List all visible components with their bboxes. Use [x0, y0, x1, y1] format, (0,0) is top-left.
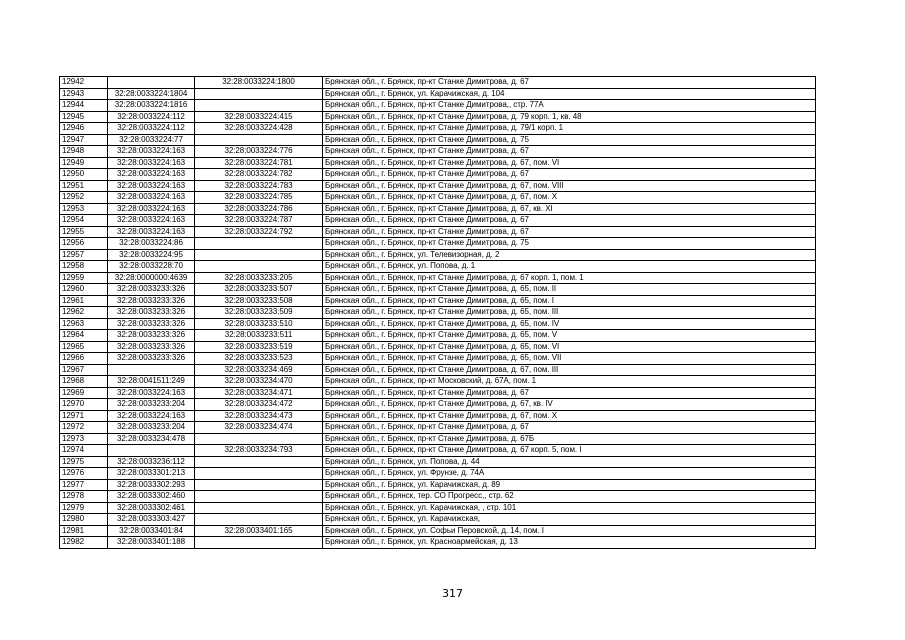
- row-number-cell: 12948: [60, 146, 108, 158]
- row-number-cell: 12967: [60, 364, 108, 376]
- parcel-cadastral-number-cell: 32:28:0033224:112: [108, 111, 195, 123]
- table-row: [60, 479, 816, 491]
- row-number-cell: 12949: [60, 157, 108, 169]
- row-number-cell: 12979: [60, 502, 108, 514]
- address-cell: Брянская обл., г. Брянск, пр-кт Станке Димитрова, д. 79 корп. 1, кв. 48: [323, 111, 816, 123]
- table-row: [60, 134, 816, 146]
- parcel-cadastral-number-cell: 32:28:0033233:204: [108, 422, 195, 434]
- parcel-cadastral-number-cell: 32:28:0033303:427: [108, 514, 195, 526]
- parcel-cadastral-number-cell: 32:28:0000000:4639: [108, 272, 195, 284]
- row-number-cell: 12977: [60, 479, 108, 491]
- address-cell: Брянская обл., г. Брянск, ул. Карачижская, д. 89: [323, 479, 816, 491]
- address-cell: Брянская обл., г. Брянск, пр-кт Станке Димитрова, д. 79/1 корп. 1: [323, 123, 816, 135]
- parcel-cadastral-number-cell: 32:28:0033224:163: [108, 203, 195, 215]
- object-cadastral-number-cell: [195, 100, 323, 112]
- table-row: [60, 307, 816, 319]
- row-number-cell: 12981: [60, 525, 108, 537]
- row-number-cell: 12946: [60, 123, 108, 135]
- parcel-cadastral-number-cell: 32:28:0033224:86: [108, 238, 195, 250]
- object-cadastral-number-cell: [195, 456, 323, 468]
- table-row: [60, 537, 816, 549]
- table-row: [60, 284, 816, 296]
- address-cell: Брянская обл., г. Брянск, ул. Карачижская,: [323, 514, 816, 526]
- object-cadastral-number-cell: [195, 261, 323, 273]
- table-row: [60, 514, 816, 526]
- table-row: [60, 238, 816, 250]
- parcel-cadastral-number-cell: 32:28:0033224:163: [108, 192, 195, 204]
- object-cadastral-number-cell: 32:28:0033224:786: [195, 203, 323, 215]
- row-number-cell: 12955: [60, 226, 108, 238]
- table-row: [60, 295, 816, 307]
- address-cell: Брянская обл., г. Брянск, пр-кт Станке Димитрова, д. 67, пом. Х: [323, 410, 816, 422]
- parcel-cadastral-number-cell: 32:28:0033233:204: [108, 399, 195, 411]
- object-cadastral-number-cell: [195, 88, 323, 100]
- table-row: [60, 330, 816, 342]
- address-cell: Брянская обл., г. Брянск, пр-кт Станке Димитрова, д. 67, кв. IV: [323, 399, 816, 411]
- object-cadastral-number-cell: [195, 238, 323, 250]
- address-cell: Брянская обл., г. Брянск, ул. Софьи Перовской, д. 14, пом. I: [323, 525, 816, 537]
- address-cell: Брянская обл., г. Брянск, ул. Попова, д. 1: [323, 261, 816, 273]
- row-number-cell: 12950: [60, 169, 108, 181]
- row-number-cell: 12961: [60, 295, 108, 307]
- table-row: [60, 410, 816, 422]
- row-number-cell: 12975: [60, 456, 108, 468]
- address-cell: Брянская обл., г. Брянск, ул. Красноармейская, д. 13: [323, 537, 816, 549]
- table-row: [60, 180, 816, 192]
- row-number-cell: 12944: [60, 100, 108, 112]
- table-row: [60, 491, 816, 503]
- table-row: [60, 146, 816, 158]
- parcel-cadastral-number-cell: [108, 445, 195, 457]
- object-cadastral-number-cell: 32:28:0033224:792: [195, 226, 323, 238]
- parcel-cadastral-number-cell: 32:28:0033224:163: [108, 410, 195, 422]
- table-row: [60, 318, 816, 330]
- row-number-cell: 12958: [60, 261, 108, 273]
- parcel-cadastral-number-cell: 32:28:0033224:163: [108, 387, 195, 399]
- address-cell: Брянская обл., г. Брянск, ул. Фрунзе, д. 74А: [323, 468, 816, 480]
- object-cadastral-number-cell: [195, 491, 323, 503]
- row-number-cell: 12945: [60, 111, 108, 123]
- parcel-cadastral-number-cell: 32:28:0033233:326: [108, 307, 195, 319]
- parcel-cadastral-number-cell: 32:28:0033401:84: [108, 525, 195, 537]
- parcel-cadastral-number-cell: 32:28:0033224:77: [108, 134, 195, 146]
- table-row: [60, 100, 816, 112]
- object-cadastral-number-cell: 32:28:0033234:470: [195, 376, 323, 388]
- object-cadastral-number-cell: 32:28:0033224:781: [195, 157, 323, 169]
- object-cadastral-number-cell: 32:28:0033234:471: [195, 387, 323, 399]
- address-cell: Брянская обл., г. Брянск, пр-кт Станке Димитрова, д. 67 корп. 5, пом. I: [323, 445, 816, 457]
- table-row: [60, 203, 816, 215]
- parcel-cadastral-number-cell: 32:28:0033233:326: [108, 330, 195, 342]
- parcel-cadastral-number-cell: 32:28:0033233:326: [108, 341, 195, 353]
- object-cadastral-number-cell: [195, 514, 323, 526]
- parcel-cadastral-number-cell: 32:28:0033224:163: [108, 180, 195, 192]
- object-cadastral-number-cell: 32:28:0033224:428: [195, 123, 323, 135]
- address-cell: Брянская обл., г. Брянск, пр-кт Станке Димитрова, д. 65, пом. IV: [323, 318, 816, 330]
- row-number-cell: 12942: [60, 77, 108, 89]
- table-row: [60, 77, 816, 89]
- address-cell: Брянская обл., г. Брянск, пр-кт Станке Димитрова, д. 65, пом. I: [323, 295, 816, 307]
- page-number: 317: [442, 587, 463, 600]
- parcel-cadastral-number-cell: 32:28:0033224:163: [108, 169, 195, 181]
- address-cell: Брянская обл., г. Брянск, пр-кт Станке Димитрова, д. 65, пом. VII: [323, 353, 816, 365]
- parcel-cadastral-number-cell: 32:28:0033233:326: [108, 295, 195, 307]
- address-cell: Брянская обл., г. Брянск, пр-кт Станке Димитрова, д. 67, пом. VI: [323, 157, 816, 169]
- property-registry-table: [59, 76, 816, 549]
- object-cadastral-number-cell: 32:28:0033233:509: [195, 307, 323, 319]
- parcel-cadastral-number-cell: 32:28:0033228:70: [108, 261, 195, 273]
- row-number-cell: 12972: [60, 422, 108, 434]
- parcel-cadastral-number-cell: 32:28:0033401:188: [108, 537, 195, 549]
- address-cell: Брянская обл., г. Брянск, пр-кт Станке Димитрова, д. 67, пом. III: [323, 364, 816, 376]
- row-number-cell: 12952: [60, 192, 108, 204]
- object-cadastral-number-cell: 32:28:0033234:472: [195, 399, 323, 411]
- object-cadastral-number-cell: 32:28:0033233:523: [195, 353, 323, 365]
- object-cadastral-number-cell: 32:28:0033233:507: [195, 284, 323, 296]
- object-cadastral-number-cell: 32:28:0033234:474: [195, 422, 323, 434]
- parcel-cadastral-number-cell: 32:28:0033224:163: [108, 157, 195, 169]
- address-cell: Брянская обл., г. Брянск, пр-кт Станке Димитрова, д. 67, кв. XI: [323, 203, 816, 215]
- table-row: [60, 249, 816, 261]
- table-row: [60, 215, 816, 227]
- object-cadastral-number-cell: 32:28:0033234:473: [195, 410, 323, 422]
- parcel-cadastral-number-cell: 32:28:0041511:249: [108, 376, 195, 388]
- object-cadastral-number-cell: 32:28:0033224:1800: [195, 77, 323, 89]
- object-cadastral-number-cell: 32:28:0033224:776: [195, 146, 323, 158]
- registry-table-body: [60, 77, 816, 549]
- object-cadastral-number-cell: [195, 468, 323, 480]
- table-row: [60, 261, 816, 273]
- table-row: [60, 468, 816, 480]
- parcel-cadastral-number-cell: 32:28:0033224:1816: [108, 100, 195, 112]
- row-number-cell: 12962: [60, 307, 108, 319]
- address-cell: Брянская обл., г. Брянск, пр-кт Станке Димитрова, д. 67 корп. 1, пом. 1: [323, 272, 816, 284]
- address-cell: Брянская обл., г. Брянск, пр-кт Станке Димитрова, д. 67: [323, 146, 816, 158]
- object-cadastral-number-cell: 32:28:0033233:519: [195, 341, 323, 353]
- object-cadastral-number-cell: 32:28:0033234:793: [195, 445, 323, 457]
- object-cadastral-number-cell: 32:28:0033224:787: [195, 215, 323, 227]
- object-cadastral-number-cell: 32:28:0033233:205: [195, 272, 323, 284]
- table-row: [60, 226, 816, 238]
- address-cell: Брянская обл., г. Брянск, пр-кт Станке Димитрова, д. 67: [323, 169, 816, 181]
- object-cadastral-number-cell: [195, 479, 323, 491]
- row-number-cell: 12973: [60, 433, 108, 445]
- row-number-cell: 12947: [60, 134, 108, 146]
- table-row: [60, 157, 816, 169]
- parcel-cadastral-number-cell: 32:28:0033236:112: [108, 456, 195, 468]
- address-cell: Брянская обл., г. Брянск, пр-кт Станке Димитрова, д. 67, пом. VIII: [323, 180, 816, 192]
- address-cell: Брянская обл., г. Брянск, пр-кт Станке Димитрова,, стр. 77А: [323, 100, 816, 112]
- address-cell: Брянская обл., г. Брянск, пр-кт Станке Димитрова, д. 65, пом. II: [323, 284, 816, 296]
- table-row: [60, 353, 816, 365]
- address-cell: Брянская обл., г. Брянск, пр-кт Станке Димитрова, д. 67, пом. Х: [323, 192, 816, 204]
- row-number-cell: 12980: [60, 514, 108, 526]
- address-cell: Брянская обл., г. Брянск, пр-кт Станке Димитрова, д. 65, пом. III: [323, 307, 816, 319]
- table-row: [60, 433, 816, 445]
- parcel-cadastral-number-cell: 32:28:0033302:461: [108, 502, 195, 514]
- row-number-cell: 12968: [60, 376, 108, 388]
- row-number-cell: 12970: [60, 399, 108, 411]
- table-row: [60, 422, 816, 434]
- table-row: [60, 111, 816, 123]
- row-number-cell: 12959: [60, 272, 108, 284]
- address-cell: Брянская обл., г. Брянск, пр-кт Станке Димитрова, д. 75: [323, 134, 816, 146]
- address-cell: Брянская обл., г. Брянск, тер. СО Прогресс,, стр. 62: [323, 491, 816, 503]
- parcel-cadastral-number-cell: [108, 364, 195, 376]
- address-cell: Брянская обл., г. Брянск, пр-кт Станке Димитрова, д. 67: [323, 77, 816, 89]
- table-row: [60, 364, 816, 376]
- object-cadastral-number-cell: [195, 134, 323, 146]
- parcel-cadastral-number-cell: [108, 77, 195, 89]
- address-cell: Брянская обл., г. Брянск, ул. Попова, д. 44: [323, 456, 816, 468]
- table-row: [60, 88, 816, 100]
- row-number-cell: 12954: [60, 215, 108, 227]
- table-row: [60, 456, 816, 468]
- address-cell: Брянская обл., г. Брянск, пр-кт Станке Димитрова, д. 67: [323, 215, 816, 227]
- row-number-cell: 12960: [60, 284, 108, 296]
- address-cell: Брянская обл., г. Брянск, пр-кт Станке Димитрова, д. 67Б: [323, 433, 816, 445]
- parcel-cadastral-number-cell: 32:28:0033233:326: [108, 318, 195, 330]
- row-number-cell: 12951: [60, 180, 108, 192]
- parcel-cadastral-number-cell: 32:28:0033301:213: [108, 468, 195, 480]
- row-number-cell: 12966: [60, 353, 108, 365]
- parcel-cadastral-number-cell: 32:28:0033224:163: [108, 146, 195, 158]
- row-number-cell: 12978: [60, 491, 108, 503]
- parcel-cadastral-number-cell: 32:28:0033234:478: [108, 433, 195, 445]
- parcel-cadastral-number-cell: 32:28:0033233:326: [108, 353, 195, 365]
- parcel-cadastral-number-cell: 32:28:0033302:460: [108, 491, 195, 503]
- object-cadastral-number-cell: [195, 537, 323, 549]
- object-cadastral-number-cell: 32:28:0033401:165: [195, 525, 323, 537]
- table-row: [60, 399, 816, 411]
- row-number-cell: 12957: [60, 249, 108, 261]
- address-cell: Брянская обл., г. Брянск, пр-кт Станке Димитрова, д. 67: [323, 226, 816, 238]
- row-number-cell: 12964: [60, 330, 108, 342]
- parcel-cadastral-number-cell: 32:28:0033224:112: [108, 123, 195, 135]
- parcel-cadastral-number-cell: 32:28:0033233:326: [108, 284, 195, 296]
- row-number-cell: 12974: [60, 445, 108, 457]
- object-cadastral-number-cell: 32:28:0033224:415: [195, 111, 323, 123]
- object-cadastral-number-cell: [195, 502, 323, 514]
- row-number-cell: 12963: [60, 318, 108, 330]
- object-cadastral-number-cell: 32:28:0033233:511: [195, 330, 323, 342]
- table-row: [60, 502, 816, 514]
- address-cell: Брянская обл., г. Брянск, пр-кт Станке Димитрова, д. 67: [323, 422, 816, 434]
- row-number-cell: 12953: [60, 203, 108, 215]
- document-page: [59, 76, 816, 549]
- table-row: [60, 341, 816, 353]
- row-number-cell: 12976: [60, 468, 108, 480]
- object-cadastral-number-cell: 32:28:0033233:508: [195, 295, 323, 307]
- object-cadastral-number-cell: 32:28:0033234:469: [195, 364, 323, 376]
- address-cell: Брянская обл., г. Брянск, пр-кт Станке Димитрова, д. 67: [323, 387, 816, 399]
- address-cell: Брянская обл., г. Брянск, пр-кт Станке Димитрова, д. 65, пом. V: [323, 330, 816, 342]
- parcel-cadastral-number-cell: 32:28:0033224:163: [108, 226, 195, 238]
- parcel-cadastral-number-cell: 32:28:0033224:163: [108, 215, 195, 227]
- object-cadastral-number-cell: 32:28:0033224:782: [195, 169, 323, 181]
- row-number-cell: 12969: [60, 387, 108, 399]
- table-row: [60, 387, 816, 399]
- table-row: [60, 272, 816, 284]
- table-row: [60, 525, 816, 537]
- row-number-cell: 12965: [60, 341, 108, 353]
- object-cadastral-number-cell: 32:28:0033233:510: [195, 318, 323, 330]
- object-cadastral-number-cell: 32:28:0033224:783: [195, 180, 323, 192]
- address-cell: Брянская обл., г. Брянск, пр-кт Станке Димитрова, д. 75: [323, 238, 816, 250]
- address-cell: Брянская обл., г. Брянск, ул. Карачижская, , стр. 101: [323, 502, 816, 514]
- parcel-cadastral-number-cell: 32:28:0033224:95: [108, 249, 195, 261]
- parcel-cadastral-number-cell: 32:28:0033302:293: [108, 479, 195, 491]
- object-cadastral-number-cell: [195, 249, 323, 261]
- table-row: [60, 123, 816, 135]
- address-cell: Брянская обл., г. Брянск, ул. Карачижская, д. 104: [323, 88, 816, 100]
- table-row: [60, 376, 816, 388]
- parcel-cadastral-number-cell: 32:28:0033224:1804: [108, 88, 195, 100]
- row-number-cell: 12956: [60, 238, 108, 250]
- address-cell: Брянская обл., г. Брянск, ул. Телевизорная, д. 2: [323, 249, 816, 261]
- table-row: [60, 192, 816, 204]
- object-cadastral-number-cell: [195, 433, 323, 445]
- object-cadastral-number-cell: 32:28:0033224:785: [195, 192, 323, 204]
- row-number-cell: 12943: [60, 88, 108, 100]
- row-number-cell: 12982: [60, 537, 108, 549]
- table-row: [60, 445, 816, 457]
- address-cell: Брянская обл., г. Брянск, пр-кт Московский, д. 67А, пом. 1: [323, 376, 816, 388]
- table-row: [60, 169, 816, 181]
- address-cell: Брянская обл., г. Брянск, пр-кт Станке Димитрова, д. 65, пом. VI: [323, 341, 816, 353]
- row-number-cell: 12971: [60, 410, 108, 422]
